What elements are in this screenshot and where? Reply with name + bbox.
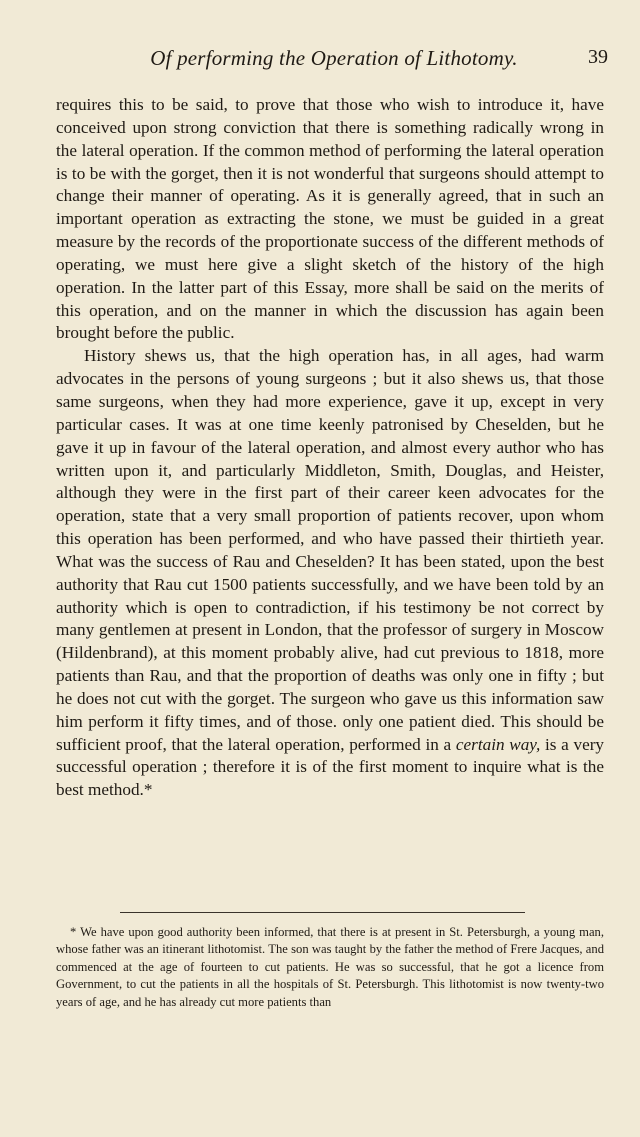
paragraph-2: [56, 345, 604, 802]
page-header: [58, 46, 610, 80]
paragraph-1: requires this to be said, to prove that those who wish to introduce it, have conceived upon strong conviction that there is something radically wrong in the lateral operation. If the common method of performing the lateral operation is to be with the gorget, then it is not wonderful that surgeons should attempt to change their manner of operating. As it is generally agreed, that in such an important operation as extracting the stone, we must be guided in a great measure by the records of the proportionate success of the different methods of operating, we must here give a slight sketch of the history of the high operation. In the latter part of this Essay, more shall be said on the merits of this operation, and on the manner in which the discussion has again been brought before the public.: [56, 95, 604, 343]
footnote-rule: [120, 912, 525, 913]
running-title: Of performing the Operation of Lithotomy.: [150, 46, 518, 70]
body-text: [56, 94, 604, 802]
footnote: * We have upon good authority been informed, that there is at present in St. Petersburgh, a young man, whose father was an itinerant lithotomist. The son was taught by the father the method of Frere Jacques, and commenced at the age of fourteen to cut patients. He was so successful, that he got a licence from Government, to cut the patients in all the hospitals of St. Petersburgh. This lithotomist is now twenty-two years of age, and he has already cut more patients than: [56, 925, 604, 1009]
paragraph-2-text-a: History shews us, that the high operation has, in all ages, had warm advocates in the persons of young surgeons ; but it also shews us, that those same surgeons, when they had more experience, gave it up, except in very particular cases. It was at one time keenly patronised by Cheselden, but he gave it up in favour of the lateral operation, and almost every author who has written upon it, and particularly Middleton, Smith, Douglas, and Heister, although they were in the first part of their career keen advocates for the operation, state that a very small proportion of patients recover, upon whom this operation has been performed, and who have passed their thirtieth year. What was the success of Rau and Cheselden? It has been stated, upon the best authority that Rau cut 1500 patients successfully, and we have been told by an authority which is open to contradiction, if his testimony be not correct by many gentlemen at present in London, that the professor of surgery in Moscow (Hildenbrand), at this moment probably alive, had cut previous to 1818, more patients than Rau, and that the proportion of deaths was only one in fifty ; but he does not cut with the gorget. The surgeon who gave us this information saw him perform it fifty times, and of those. only one patient died. This should be sufficient proof, that the lateral operation, performed in a: [56, 346, 604, 754]
paragraph-2-text-b: is a very successful operation ; therefore it is of the first moment to inquire what is the best method.*: [56, 734, 605, 800]
paragraph-2-italic: certain way,: [455, 734, 541, 754]
page-number: 39: [588, 46, 608, 68]
